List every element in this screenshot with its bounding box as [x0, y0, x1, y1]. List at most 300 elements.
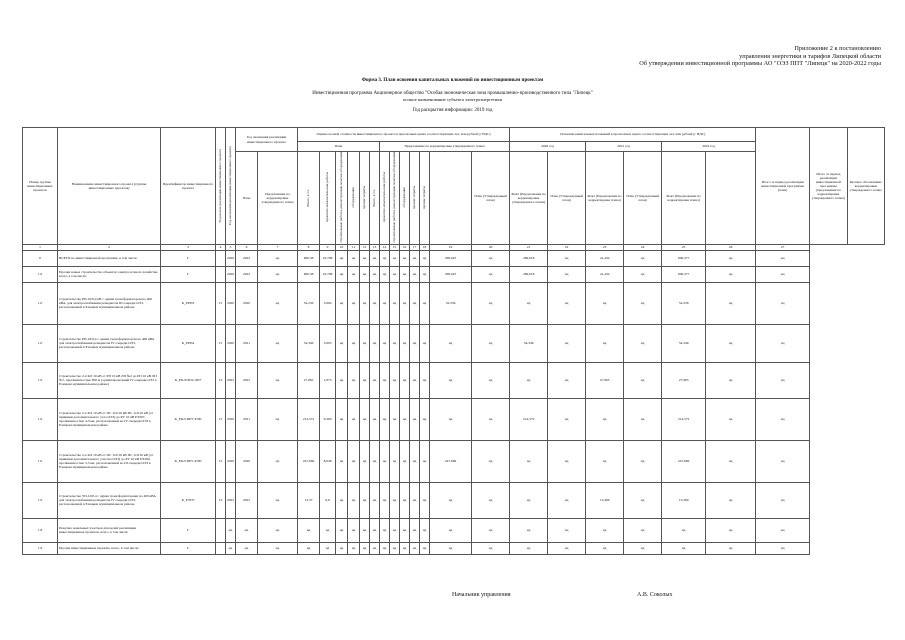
project-name: Строительство 2-х КЛ 10 кВ от РП 10 кВ ЛП №2 до РП 10 кВ ЛП №7, протяженностью 850 м (ориентировочный IV очереди ОЭЗ в Елецком муниципальном районе) — [58, 362, 161, 398]
column-number: 10 — [336, 244, 348, 250]
table-cell — [216, 266, 226, 282]
hdr-year-group: Год окончания реализации инвестиционного проекта — [236, 128, 298, 152]
hdr-cost-offer: Предложение по корректировке утвержденного плана — [380, 142, 510, 152]
table-cell: нд — [380, 518, 390, 542]
table-cell: нд — [586, 518, 624, 542]
table-cell: нд — [390, 482, 400, 518]
table-cell: 269,018 — [510, 250, 548, 266]
table-cell: нд — [320, 518, 336, 542]
table-cell: нд — [510, 542, 548, 554]
table-cell: нд — [336, 266, 348, 282]
table-cell: нд — [390, 440, 400, 482]
table-cell: нд — [586, 398, 624, 440]
table-cell: нд — [360, 324, 370, 362]
table-cell: нд — [390, 362, 400, 398]
table-cell: нд — [370, 266, 380, 282]
column-number: 19 — [430, 244, 472, 250]
table-cell: нд — [548, 440, 586, 482]
table-cell: нд — [420, 324, 430, 362]
table-cell: П — [216, 324, 226, 362]
hdr-pir: проектно-изыскательские работы — [320, 152, 336, 245]
table-cell: нд — [360, 398, 370, 440]
table-cell: нд — [370, 542, 380, 554]
column-number: 6 — [236, 244, 258, 250]
table-cell: нд — [420, 362, 430, 398]
table-cell: нд — [348, 482, 360, 518]
table-cell: нд — [370, 250, 380, 266]
column-number: 3 — [161, 244, 216, 250]
project-name: Строительство 2-х КЛ 10 кВ от ПС 110/10 кВ ПС 110/10 кВ (от привязки дополнительного узла ОЭЗ) до РУ 10 кВ РЭ297, протяженностью 4,3 км, расположенной во IV очереди ОЭЗ в Елецком муниципальном районе — [58, 398, 161, 440]
table-cell: нд — [586, 542, 624, 554]
table-cell: нд — [258, 250, 298, 266]
table-cell: нд — [348, 518, 360, 542]
project-name: Строительство РП-10/0,4 кВ с одним трансформатором на 400 кВА, для электроснабжения резидентов III очереди ОЭЗ, расположенной в Елецком муниципальном районе — [58, 282, 161, 324]
table-cell: нд — [548, 362, 586, 398]
table-cell: 2020 — [226, 282, 236, 324]
table-cell: нд — [258, 324, 298, 362]
column-number: 4 — [216, 244, 226, 250]
table-cell: нд — [706, 398, 756, 440]
table-cell: нд — [380, 398, 390, 440]
table-cell: 299,925 — [430, 250, 472, 266]
table-cell: нд — [360, 542, 370, 554]
table-cell: нд — [370, 362, 380, 398]
table-cell: нд — [662, 518, 706, 542]
project-name: Покупка земельных участков для целей реализации инвестиционных проектов, всего, в том числе: — [58, 518, 161, 542]
table-cell: нд — [380, 250, 390, 266]
column-number: 5 — [226, 244, 236, 250]
table-cell: нд — [348, 440, 360, 482]
table-cell: нд — [706, 440, 756, 482]
row-number: 1.0 — [23, 324, 58, 362]
hdr-y2021-fact: Факт (Предложение по корректировке плана) — [586, 152, 624, 245]
project-name: Прочие инвестиционные проекты, всего, в том числе: — [58, 542, 161, 554]
column-number: 8 — [298, 244, 320, 250]
table-cell: 2022 — [236, 266, 258, 282]
table-cell: нд — [400, 482, 410, 518]
table-cell: нд — [360, 482, 370, 518]
table-cell: нд — [236, 518, 258, 542]
table-cell: нд — [624, 324, 662, 362]
table-cell: нд — [410, 518, 420, 542]
hdr-y2022-plan: План (Утвержденный план) — [624, 152, 662, 245]
appendix-line-3: Об утверждении инвестиционной программы АО "ОЭЗ ППТ "Липецк" на 2020-2022 годы — [639, 60, 881, 68]
hdr-other-3: прочие затраты — [420, 152, 430, 245]
table-cell: 2021 — [236, 324, 258, 362]
table-cell: нд — [400, 282, 410, 324]
table-cell: нд — [258, 282, 298, 324]
table-cell: 2020 — [226, 250, 236, 266]
table-cell: нд — [380, 362, 390, 398]
table-cell: 2022 — [226, 482, 236, 518]
appendix-line-1: Приложение 2 к постановлению — [794, 45, 881, 52]
table-cell: нд — [370, 440, 380, 482]
table-cell: нд — [548, 282, 586, 324]
table-cell: нд — [706, 250, 756, 266]
column-number: 9 — [320, 244, 336, 250]
table-cell: 27,965 — [662, 362, 706, 398]
table-row — [23, 250, 885, 266]
hdr-end: Год окончания реализации инвестиционного проекта — [226, 128, 236, 245]
table-cell: нд — [706, 324, 756, 362]
column-number: 11 — [348, 244, 360, 250]
table-cell: нд — [226, 518, 236, 542]
table-cell: 2020 — [226, 440, 236, 482]
hdr-y2020: 2020 год — [510, 142, 586, 152]
table-cell: нд — [320, 542, 336, 554]
row-number: 1.0 — [23, 398, 58, 440]
table-cell: нд — [336, 282, 348, 324]
signature-position: Начальник управления — [452, 592, 511, 598]
table-cell: нд — [420, 266, 430, 282]
table-cell: нд — [400, 518, 410, 542]
table-cell: нд — [360, 440, 370, 482]
table-cell: 2020 — [226, 266, 236, 282]
table-cell: нд — [370, 282, 380, 324]
column-number: 16 — [400, 244, 410, 250]
table-cell: нд — [390, 398, 400, 440]
project-name: ВСЕГО по инвестиционной программе, в том числе: — [58, 250, 161, 266]
hdr-other: прочие затраты — [360, 152, 370, 245]
table-cell: 2020 — [226, 324, 236, 362]
hdr-y2022: 2022 год — [662, 142, 756, 152]
table-cell: 41,434 — [586, 266, 624, 282]
table-cell: нд — [390, 324, 400, 362]
table-cell: нд — [410, 282, 420, 324]
row-number: 1.6 — [23, 542, 58, 554]
table-cell: нд — [420, 250, 430, 266]
table-cell: нд — [226, 542, 236, 554]
table-cell: нд — [336, 362, 348, 398]
table-cell: 3,605 — [320, 324, 336, 362]
table-cell: нд — [258, 482, 298, 518]
table-cell: 2020 — [236, 282, 258, 324]
table-cell: нд — [360, 362, 370, 398]
table-cell: 27,965 — [586, 362, 624, 398]
table-cell: нд — [370, 482, 380, 518]
program-line: Инвестиционная программа Акционерное общество "Особая экономическая зона промышленно-производственного типа "Липецк" — [312, 91, 593, 96]
table-row — [23, 266, 885, 282]
table-cell: нд — [400, 266, 410, 282]
table-cell: нд — [258, 398, 298, 440]
table-cell: 214,572 — [510, 398, 548, 440]
table-cell: нд — [472, 542, 510, 554]
table-cell: нд — [348, 324, 360, 362]
table-cell: 23,798 — [320, 266, 336, 282]
disclosure-year: Год раскрытия информации: 2019 год — [412, 108, 493, 113]
table-body — [23, 250, 885, 554]
table-cell: нд — [410, 542, 420, 554]
table-cell: нд — [400, 250, 410, 266]
table-cell: нд — [548, 250, 586, 266]
appendix-header — [639, 45, 881, 68]
table-row — [23, 482, 885, 518]
table-cell: нд — [756, 518, 810, 542]
table-cell: нд — [510, 482, 548, 518]
row-number: 1.0 — [23, 266, 58, 282]
table-cell: нд — [548, 482, 586, 518]
table-cell: K_ЕРП4 — [161, 324, 216, 362]
column-number: 22 — [548, 244, 586, 250]
table-cell: нд — [586, 440, 624, 482]
hdr-total-2: Всего, в т.ч. — [370, 152, 380, 245]
table-cell: нд — [548, 518, 586, 542]
table-cell: нд — [410, 324, 420, 362]
table-cell: нд — [472, 398, 510, 440]
table-cell: нд — [624, 362, 662, 398]
table-cell: нд — [706, 482, 756, 518]
table-cell: нд — [348, 362, 360, 398]
table-cell: нд — [430, 398, 472, 440]
project-name: Строительство 2-х КЛ 10 кВ от ПС 110/10 кВ ПС 110/10 кВ (от привязки дополнительного участка ОЭЗ) до РУ 10 кВ РЭ290, протяженностью 5,5 км, расположенной во III очереди ОЭЗ в Елецком муниципальном районе — [58, 440, 161, 482]
table-cell: нд — [430, 542, 472, 554]
table-cell: нд — [756, 482, 810, 518]
table-cell: нд — [510, 362, 548, 398]
table-cell: нд — [348, 282, 360, 324]
appendix-line-2: управления энергетики и тарифов Липецкой области — [739, 52, 881, 60]
table-cell: 3,604 — [320, 282, 336, 324]
table-cell: 41,434 — [586, 250, 624, 266]
table-cell: нд — [348, 398, 360, 440]
hdr-cost-plan: План — [298, 142, 380, 152]
table-cell: нд — [380, 440, 390, 482]
row-number: 1.0 — [23, 282, 58, 324]
table-cell: 27,965 — [298, 362, 320, 398]
hdr-cost-group: Оценка полной стоимости инвестиционного проекта в прогнозных ценах соответствующих лет, млн рублей (с НДС) — [298, 128, 510, 142]
hdr-other-2: прочие затраты — [410, 152, 420, 245]
table-cell: нд — [548, 542, 586, 554]
table-cell: нд — [430, 482, 472, 518]
table-cell: 13,469 — [586, 482, 624, 518]
hdr-id: Идентификатор инвестиционного проекта — [161, 128, 216, 245]
table-cell: 2022 — [236, 482, 258, 518]
program-subtitle: полное наименование субъекта электроэнергетики — [402, 97, 503, 102]
table-cell: нд — [756, 266, 810, 282]
table-cell: нд — [624, 542, 662, 554]
table-cell: нд — [348, 542, 360, 554]
table-cell: нд — [624, 440, 662, 482]
table-cell: Г — [161, 250, 216, 266]
table-cell: нд — [472, 440, 510, 482]
table-cell: нд — [430, 362, 472, 398]
table-cell: нд — [370, 518, 380, 542]
hdr-y2020-plan: План (Утвержденный план) — [472, 152, 510, 245]
table-cell: П — [216, 482, 226, 518]
hdr-note: Краткое обоснование корректировки утвержденного плана — [847, 128, 884, 245]
column-number: 14 — [380, 244, 390, 250]
table-cell: нд — [400, 542, 410, 554]
table-cell: нд — [298, 542, 320, 554]
table-cell: 2020 — [226, 398, 236, 440]
table-cell: 2022 — [226, 362, 236, 398]
column-number: 25 — [662, 244, 706, 250]
table-cell: нд — [548, 324, 586, 362]
table-cell: нд — [360, 250, 370, 266]
signature-name: А.В. Соколых — [637, 592, 673, 598]
table-cell: нд — [472, 362, 510, 398]
column-number: 26 — [706, 244, 756, 250]
table-cell: нд — [348, 266, 360, 282]
form-title: Форма 3. План освоения капитальных вложений по инвестиционным проектам — [361, 78, 544, 83]
table-cell: нд — [706, 542, 756, 554]
table-cell: нд — [336, 398, 348, 440]
project-name: Строительство ТП-10/0,4 с двумя трансформаторами по 400 кВА для электроснабжения резидентов IV очереди ОЭЗ, расположенной в Елецком муниципальном районе — [58, 482, 161, 518]
hdr-pir-2: проектно-изыскательские работы — [380, 152, 390, 245]
table-cell: K_ЕРП3 — [161, 282, 216, 324]
column-number: 20 — [472, 244, 510, 250]
table-cell: 52,256 — [430, 282, 472, 324]
table-cell: K_ЕКЛ-ПРУ-РЭП — [161, 440, 216, 482]
table-cell: нд — [586, 324, 624, 362]
table-cell: нд — [472, 518, 510, 542]
table-cell: нд — [706, 362, 756, 398]
table-cell: 52,256 — [298, 282, 320, 324]
column-number: 17 — [410, 244, 420, 250]
table-cell: нд — [706, 518, 756, 542]
table-cell: 2022 — [236, 362, 258, 398]
table-cell: K_ЕКЛ/ЛП2-ЛП7 — [161, 362, 216, 398]
hdr-num: Номер группы инвестиционных проектов — [23, 128, 58, 245]
hdr-blank — [430, 152, 472, 245]
table-cell: 247,669 — [298, 440, 320, 482]
table-cell: 299,925 — [430, 266, 472, 282]
row-number: 1.0 — [23, 362, 58, 398]
table-cell: нд — [390, 542, 400, 554]
table-cell: нд — [360, 266, 370, 282]
table-row — [23, 282, 885, 324]
hdr-smr: строительные работы, реконструкция, монтаж оборудования — [336, 152, 348, 245]
column-number: 2 — [58, 244, 161, 250]
column-number: 21 — [510, 244, 548, 250]
table-cell: K_ЕКЛ-ПРУ-РЭП — [161, 398, 216, 440]
table-cell: нд — [510, 440, 548, 482]
table-row — [23, 440, 885, 482]
table-cell: нд — [548, 266, 586, 282]
table-cell: Г — [161, 266, 216, 282]
row-number: 0 — [23, 250, 58, 266]
table-cell: 214,572 — [298, 398, 320, 440]
table-cell: нд — [624, 482, 662, 518]
hdr-sum-total: Итого за период реализации инвестиционной программы (предложение по корректировке утвержденного плана) — [810, 128, 847, 245]
table-cell: нд — [400, 324, 410, 362]
table-cell: 54,346 — [298, 324, 320, 362]
table-cell: нд — [258, 266, 298, 282]
table-cell: 13,369 — [662, 482, 706, 518]
table-cell: нд — [624, 282, 662, 324]
table-cell: нд — [360, 282, 370, 324]
table-cell: нд — [370, 324, 380, 362]
table-cell: нд — [400, 398, 410, 440]
table-cell: 606,377 — [662, 250, 706, 266]
hdr-fin-group: Освоение капитальных вложений в прогнозных ценах соответствующих лет, млн рублей (с НДС) — [510, 128, 756, 142]
table-cell: нд — [380, 542, 390, 554]
table-cell: 247,669 — [430, 440, 472, 482]
hdr-y2022-fact: Факт (Предложение по корректировке плана) — [662, 152, 706, 245]
table-cell: 1,875 — [320, 362, 336, 398]
table-cell: нд — [430, 518, 472, 542]
table-cell: нд — [472, 324, 510, 362]
table-cell: нд — [258, 518, 298, 542]
hdr-y2021-plan: План (Утвержденный план) — [548, 152, 586, 245]
table-cell: нд — [336, 542, 348, 554]
table-cell: нд — [662, 542, 706, 554]
table-cell: нд — [380, 482, 390, 518]
table-cell: 54,346 — [510, 324, 548, 362]
hdr-year-plan: План — [236, 152, 258, 245]
table-row — [23, 542, 885, 554]
table-cell: нд — [420, 440, 430, 482]
table-cell: 52,256 — [662, 282, 706, 324]
table-cell: 2021 — [236, 398, 258, 440]
project-name: Строительство РП-10/0,4 с одним трансформатором на 400 кВА для электроснабжения резидентов IV очереди ОЭЗ, расположенной в Елецком муниципальном районе — [58, 324, 161, 362]
table-cell: нд — [472, 282, 510, 324]
table-cell: нд — [336, 324, 348, 362]
table-cell: нд — [400, 440, 410, 482]
table-cell: нд — [298, 518, 320, 542]
table-cell: нд — [336, 482, 348, 518]
table-cell: нд — [390, 250, 400, 266]
table-cell: нд — [624, 266, 662, 282]
table-cell: нд — [420, 542, 430, 554]
column-number: 18 — [420, 244, 430, 250]
table-cell: нд — [258, 362, 298, 398]
table-cell: нд — [420, 518, 430, 542]
table-cell: нд — [706, 282, 756, 324]
table-cell: нд — [548, 398, 586, 440]
table-cell: 606,377 — [662, 266, 706, 282]
table-cell: П — [216, 440, 226, 482]
table-cell: нд — [410, 440, 420, 482]
table-cell: П — [216, 398, 226, 440]
table-cell: 269,018 — [510, 266, 548, 282]
investment-plan-table — [22, 127, 885, 555]
hdr-equip: оборудование — [348, 152, 360, 245]
table-row — [23, 398, 885, 440]
table-cell — [216, 250, 226, 266]
table-cell: нд — [236, 542, 258, 554]
table-cell: нд — [756, 362, 810, 398]
column-number: 1 — [23, 244, 58, 250]
column-number: 15 — [390, 244, 400, 250]
table-row — [23, 324, 885, 362]
table-cell: нд — [410, 266, 420, 282]
table-cell: Г — [161, 542, 216, 554]
table-cell: нд — [472, 266, 510, 282]
table-cell: нд — [430, 324, 472, 362]
hdr-start: Год начала реализации инвестиционного проекта — [216, 128, 226, 245]
table-cell: нд — [624, 398, 662, 440]
table-cell: 2022 — [236, 250, 258, 266]
column-number: 27 — [756, 244, 810, 250]
table-cell: нд — [400, 362, 410, 398]
hdr-equip-2: оборудование — [400, 152, 410, 245]
table-cell: нд — [390, 266, 400, 282]
hdr-y2021: 2021 год — [586, 142, 662, 152]
table-cell — [216, 518, 226, 542]
table-cell: 247,669 — [662, 440, 706, 482]
hdr-y2020-fact: Факт (Предложение по корректировке утвержденного плана) — [510, 152, 548, 245]
table-cell: нд — [472, 482, 510, 518]
table-cell: 606,38 — [298, 250, 320, 266]
table-cell: нд — [410, 482, 420, 518]
column-number: 12 — [360, 244, 370, 250]
table-cell: Г — [161, 518, 216, 542]
column-number: 13 — [370, 244, 380, 250]
row-number: 1.0 — [23, 440, 58, 482]
table-cell: 2020 — [236, 440, 258, 482]
table-cell: нд — [410, 398, 420, 440]
table-cell: нд — [336, 518, 348, 542]
